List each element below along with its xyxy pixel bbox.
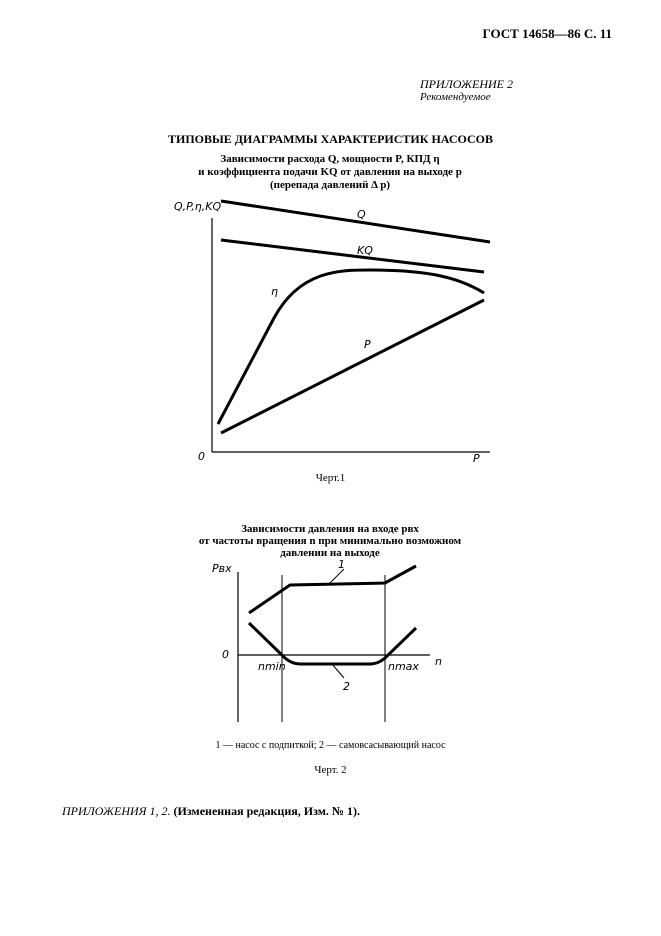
curve-1-leader bbox=[330, 569, 344, 583]
curve-kq bbox=[221, 240, 484, 272]
chart2-y-axis-label: Pвх bbox=[212, 562, 232, 575]
curve-2 bbox=[249, 623, 416, 664]
curve-p bbox=[221, 300, 484, 433]
curve-eta bbox=[218, 270, 484, 424]
main-title: ТИПОВЫЕ ДИАГРАММЫ ХАРАКТЕРИСТИК НАСОСОВ bbox=[167, 132, 493, 146]
chart2-x-axis-label: n bbox=[435, 655, 442, 668]
chart1-x-axis-label: P bbox=[473, 452, 480, 465]
appendix-subtitle: Рекомендуемое bbox=[420, 91, 491, 103]
chart2-title-line: от частоты вращения n при минимально возможном bbox=[198, 535, 462, 547]
chart2-caption: Черт. 2 bbox=[314, 764, 347, 776]
footer-appendices: ПРИЛОЖЕНИЯ 1, 2. bbox=[62, 804, 171, 818]
chart2-title-line: Зависимости давления на входе pвх bbox=[241, 523, 419, 535]
chart1-title-line: (перепада давлений Δ p) bbox=[269, 179, 391, 191]
appendix-title: ПРИЛОЖЕНИЕ 2 bbox=[420, 77, 513, 91]
page-header: ГОСТ 14658—86 С. 11 bbox=[482, 26, 612, 41]
footer-note bbox=[62, 804, 622, 819]
curve-2-label: 2 bbox=[343, 680, 350, 693]
curve-kq-label: KQ bbox=[357, 244, 373, 257]
chart1-caption: Черт.1 bbox=[315, 472, 346, 484]
chart2-legend: 1 — насос с подпиткой; 2 — самовсасывающий насос bbox=[215, 740, 446, 751]
curve-1 bbox=[249, 566, 416, 613]
chart2-origin-label: 0 bbox=[222, 648, 229, 661]
n-min-label: nmin bbox=[258, 660, 286, 673]
curve-2-leader bbox=[332, 664, 344, 678]
chart1-diagram bbox=[0, 180, 661, 470]
curve-q-label: Q bbox=[357, 208, 366, 221]
chart1-title-line: и коэффициента подачи KQ от давления на выходе p bbox=[198, 166, 462, 178]
chart2-diagram bbox=[0, 555, 661, 735]
appendix-label bbox=[420, 78, 600, 104]
chart2-title bbox=[130, 523, 530, 559]
chart1-y-axis-label: Q,P,η,KQ bbox=[174, 200, 222, 213]
curve-q bbox=[221, 201, 490, 242]
chart1-title-line: Зависимости расхода Q, мощности P, КПД η bbox=[220, 153, 440, 165]
curve-1-label: 1 bbox=[338, 558, 345, 571]
footer-revision: (Измененная редакция, Изм. № 1). bbox=[173, 804, 360, 818]
n-max-label: nmax bbox=[388, 660, 419, 673]
chart1-origin-label: 0 bbox=[198, 450, 205, 463]
curve-p-label: P bbox=[364, 338, 371, 351]
curve-eta-label: η bbox=[271, 285, 278, 298]
chart2-title-line: давлении на выходе bbox=[280, 547, 380, 559]
